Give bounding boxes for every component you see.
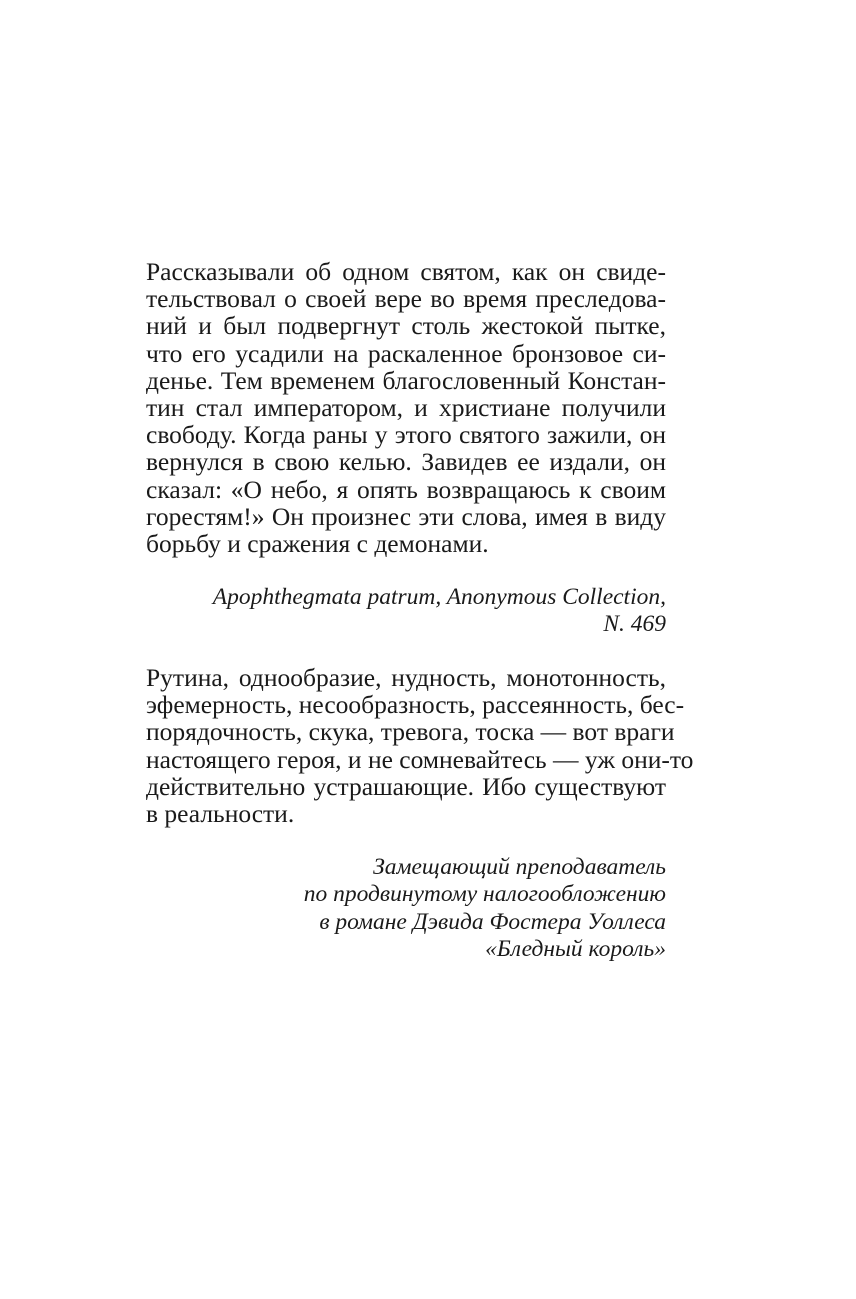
quote-line: действительно устрашающие. Ибо существуют [146, 771, 666, 801]
quote-line: порядочность, скука, тревога, тоска — вот враги [146, 717, 675, 747]
source-line: Apophthegmata patrum, Anonymous Collection, [212, 584, 666, 611]
source-line: в романе Дэвида Фостера Уоллеса [319, 908, 666, 935]
quote-line: тельствовал о своей вере во время преследова- [146, 284, 666, 314]
quote-line: горестям!» Он произнес эти слова, имея в виду [146, 501, 666, 531]
source-line: «Бледный король» [485, 935, 666, 962]
epigraph-1 [146, 258, 666, 639]
source-line: Замещающий преподаватель [373, 854, 666, 881]
source-line: N. 469 [603, 611, 666, 638]
source-line: по продвинутому налогообложению [303, 881, 666, 908]
quote-line: настоящего героя, и не сомневайтесь — уж они-то [146, 744, 694, 774]
quote-line: борьбу и сражения с демонами. [146, 529, 489, 559]
quote-line: вернулся в свою келью. Завидев ее издали, он [146, 447, 666, 477]
quote-line: свободу. Когда раны у этого святого зажили, он [146, 420, 666, 450]
quote-line: в реальности. [146, 799, 295, 829]
quote-line: ний и был подвергнут столь жестокой пытке, [146, 311, 666, 341]
epigraph-2-source [146, 854, 666, 963]
epigraph-1-quote [146, 258, 666, 557]
epigraph-2 [146, 663, 694, 963]
quote-line: тин стал императором, и христиане получили [146, 393, 666, 423]
quote-line: Рутина, однообразие, нудность, монотонность, [146, 663, 666, 692]
quote-line: Рассказывали об одном святом, как он свиде- [146, 257, 666, 286]
quote-line: сказал: «О небо, я опять возвращаюсь к своим [146, 474, 666, 504]
quote-line: денье. Тем временем благословенный Констан- [146, 365, 666, 395]
epigraph-2-quote [146, 663, 694, 829]
epigraph-1-source [146, 584, 666, 638]
quote-line: что его усадили на раскаленное бронзовое си- [146, 338, 666, 368]
quote-line: эфемерность, несообразность, рассеянность, бес- [146, 690, 685, 720]
